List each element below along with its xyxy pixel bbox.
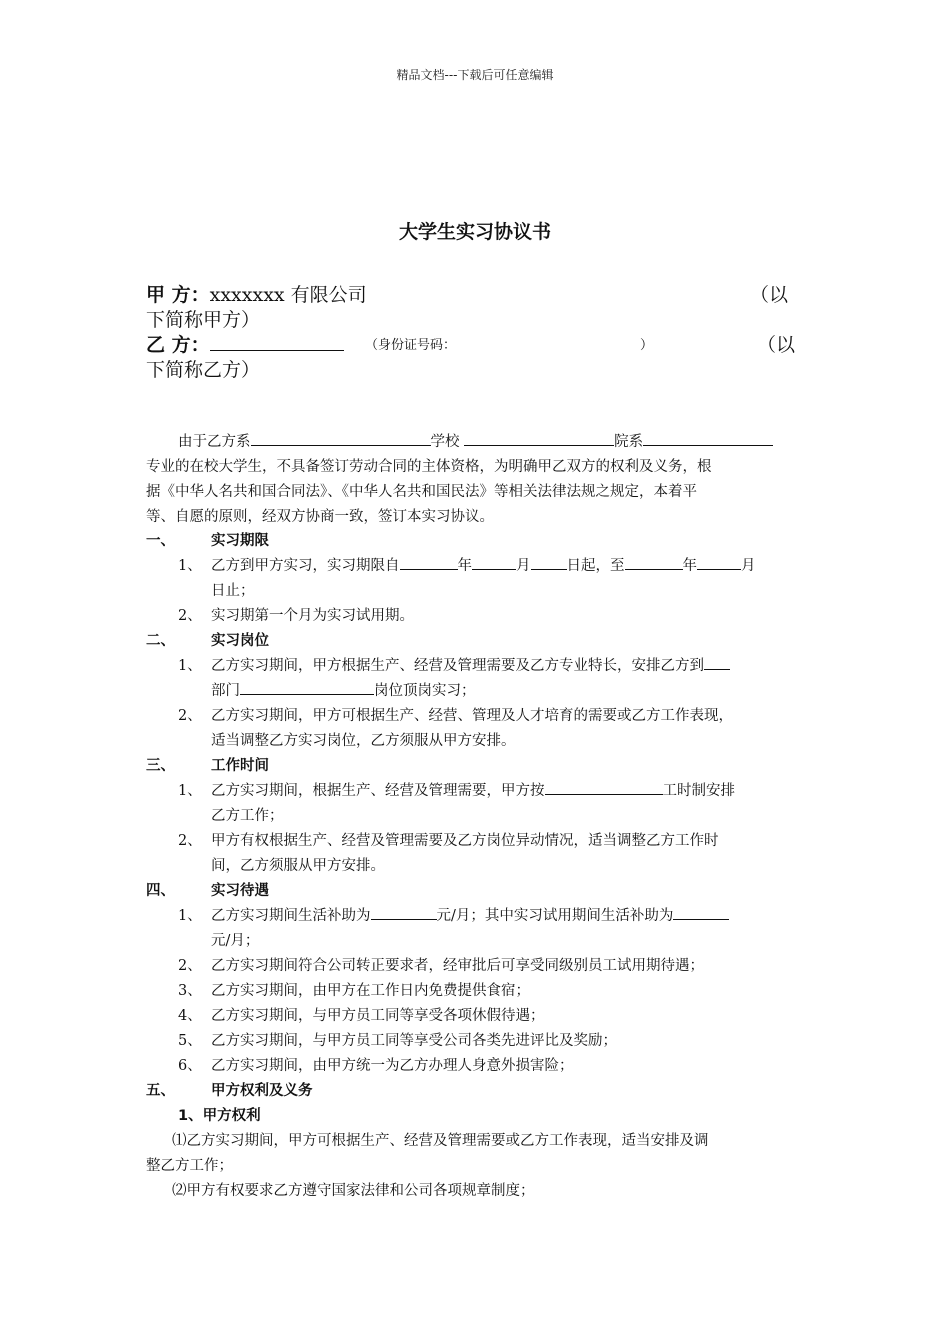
party-a-label: 甲 方： — [146, 284, 210, 306]
page-header: 精品文档---下载后可任意编辑 — [396, 68, 554, 82]
s4-item-6: 乙方实习期间，由甲方统一为乙方办理人身意外损害险； — [211, 1058, 574, 1074]
blank-work-hours — [545, 781, 663, 795]
s4-item-1-line-1 — [211, 904, 729, 925]
section-1-title: 实习期限 — [211, 533, 269, 549]
section-2-number: 二、 — [146, 633, 175, 649]
party-a-line — [146, 280, 367, 307]
blank-end-year — [625, 556, 683, 570]
s4-item-3: 乙方实习期间，由甲方在工作日内免费提供食宿； — [211, 983, 530, 999]
party-a-suffix-close: 下简称甲方） — [146, 309, 261, 331]
intro-blank-dept — [464, 432, 614, 446]
section-5-number: 五、 — [146, 1083, 175, 1099]
s2-item-1-number: 1、 — [178, 658, 202, 674]
s4-item-5-number: 5、 — [178, 1033, 202, 1049]
party-b-id-close: ） — [640, 338, 654, 353]
s5-para-1-line-2: 整乙方工作； — [146, 1158, 233, 1174]
s1-item-2: 实习期第一个月为实习试用期。 — [211, 608, 414, 624]
s1-month-label: 月 — [516, 558, 531, 574]
s4-item-5: 乙方实习期间，与甲方员工同等享受公司各类先进评比及奖励； — [211, 1033, 617, 1049]
s5-subheading-1: 1、甲方权利 — [178, 1108, 261, 1124]
s4-item-4: 乙方实习期间，与甲方员工同等享受各项休假待遇； — [211, 1008, 545, 1024]
s4-item-2: 乙方实习期间符合公司转正要求者，经审批后可享受同级别员工试用期待遇； — [211, 958, 704, 974]
s3-item-2-line-2: 间，乙方须服从甲方安排。 — [211, 858, 385, 874]
s1-item-1-number: 1、 — [178, 558, 202, 574]
party-b-name-blank — [210, 334, 344, 351]
intro-blank-major — [643, 432, 773, 446]
s4-item-4-number: 4、 — [178, 1008, 202, 1024]
s1-item-1-text: 乙方到甲方实习，实习期限自 — [211, 558, 400, 574]
document-title: 大学生实习协议书 — [398, 221, 551, 243]
party-b-id-label: （身份证号码： — [365, 338, 457, 353]
section-3-number: 三、 — [146, 758, 175, 774]
section-1-number: 一、 — [146, 533, 175, 549]
party-a-suffix-open: （以 — [750, 284, 789, 306]
section-4-number: 四、 — [146, 883, 175, 899]
blank-start-year — [400, 556, 458, 570]
s1-day-label: 日起，至 — [566, 558, 625, 574]
section-3-title: 工作时间 — [211, 758, 269, 774]
s2-dept-label: 部门 — [211, 683, 240, 699]
blank-probation-allowance — [673, 906, 729, 920]
s3-item-2-number: 2、 — [178, 833, 202, 849]
s4-item-2-number: 2、 — [178, 958, 202, 974]
s3-item-1-line-1 — [211, 779, 735, 800]
intro-line-1 — [178, 430, 773, 451]
party-b-suffix-open: （以 — [757, 334, 796, 356]
intro-text-a: 由于乙方系 — [178, 434, 251, 450]
s4-item-1-line-2: 元/月； — [211, 933, 260, 949]
party-b-line — [146, 330, 344, 357]
blank-start-day — [531, 556, 567, 570]
s1-month2-label: 月 — [741, 558, 756, 574]
blank-dept-start — [704, 656, 730, 670]
party-a-name: xxxxxxx 有限公司 — [209, 284, 367, 306]
s1-year2-label: 年 — [682, 558, 697, 574]
intro-line-4: 等、自愿的原则，经双方协商一致，签订本实习协议。 — [146, 509, 494, 525]
intro-blank-school — [251, 432, 431, 446]
s4-item-1-text: 乙方实习期间生活补助为 — [211, 908, 371, 924]
s4-item-3-number: 3、 — [178, 983, 202, 999]
s3-item-1-text-b: 工时制安排 — [662, 783, 735, 799]
s2-post-text: 岗位顶岗实习； — [374, 683, 476, 699]
s4-item-6-number: 6、 — [178, 1058, 202, 1074]
party-b-label: 乙 方： — [146, 334, 210, 356]
s1-item-2-number: 2、 — [178, 608, 202, 624]
blank-dept-name — [240, 681, 374, 695]
s1-item-1-line-1 — [211, 554, 756, 575]
s3-item-1-line-2: 乙方工作； — [211, 808, 284, 824]
s3-item-2-line-1: 甲方有权根据生产、经营及管理需要及乙方岗位异动情况，适当调整乙方工作时 — [211, 833, 719, 849]
blank-start-month — [472, 556, 516, 570]
s5-para-1-line-1: ⑴乙方实习期间，甲方可根据生产、经营及管理需要或乙方工作表现，适当安排及调 — [172, 1133, 709, 1149]
s5-para-2: ⑵甲方有权要求乙方遵守国家法律和公司各项规章制度； — [172, 1183, 535, 1199]
intro-text-c: 院系 — [614, 434, 644, 450]
section-4-title: 实习待遇 — [211, 883, 269, 899]
blank-end-month — [697, 556, 741, 570]
party-b-suffix-close: 下简称乙方） — [146, 359, 261, 381]
intro-line-3: 据《中华人名共和国合同法》、《中华人名共和国民法》等相关法律法规之规定，本着平 — [146, 484, 697, 500]
s3-item-1-number: 1、 — [178, 783, 202, 799]
blank-allowance — [371, 906, 437, 920]
intro-line-2: 专业的在校大学生，不具备签订劳动合同的主体资格，为明确甲乙双方的权利及义务，根 — [146, 459, 712, 475]
s1-item-1-line-2: 日止； — [211, 583, 255, 599]
section-5-title: 甲方权利及义务 — [211, 1083, 313, 1099]
s2-item-2-line-1: 乙方实习期间，甲方可根据生产、经营、管理及人才培育的需要或乙方工作表现， — [211, 708, 733, 724]
s2-item-1-line-2 — [211, 679, 476, 700]
s4-item-1-number: 1、 — [178, 908, 202, 924]
s2-item-1-text: 乙方实习期间，甲方根据生产、经营及管理需要及乙方专业特长，安排乙方到 — [211, 658, 704, 674]
s4-item-1-text-b: 元/月；其中实习试用期间生活补助为 — [436, 908, 674, 924]
section-2-title: 实习岗位 — [211, 633, 269, 649]
s2-item-1-line-1 — [211, 654, 730, 675]
intro-text-b: 学校 — [430, 434, 460, 450]
s1-year-label: 年 — [457, 558, 472, 574]
s2-item-2-line-2: 适当调整乙方实习岗位，乙方须服从甲方安排。 — [211, 733, 516, 749]
s2-item-2-number: 2、 — [178, 708, 202, 724]
s3-item-1-text: 乙方实习期间，根据生产、经营及管理需要，甲方按 — [211, 783, 545, 799]
